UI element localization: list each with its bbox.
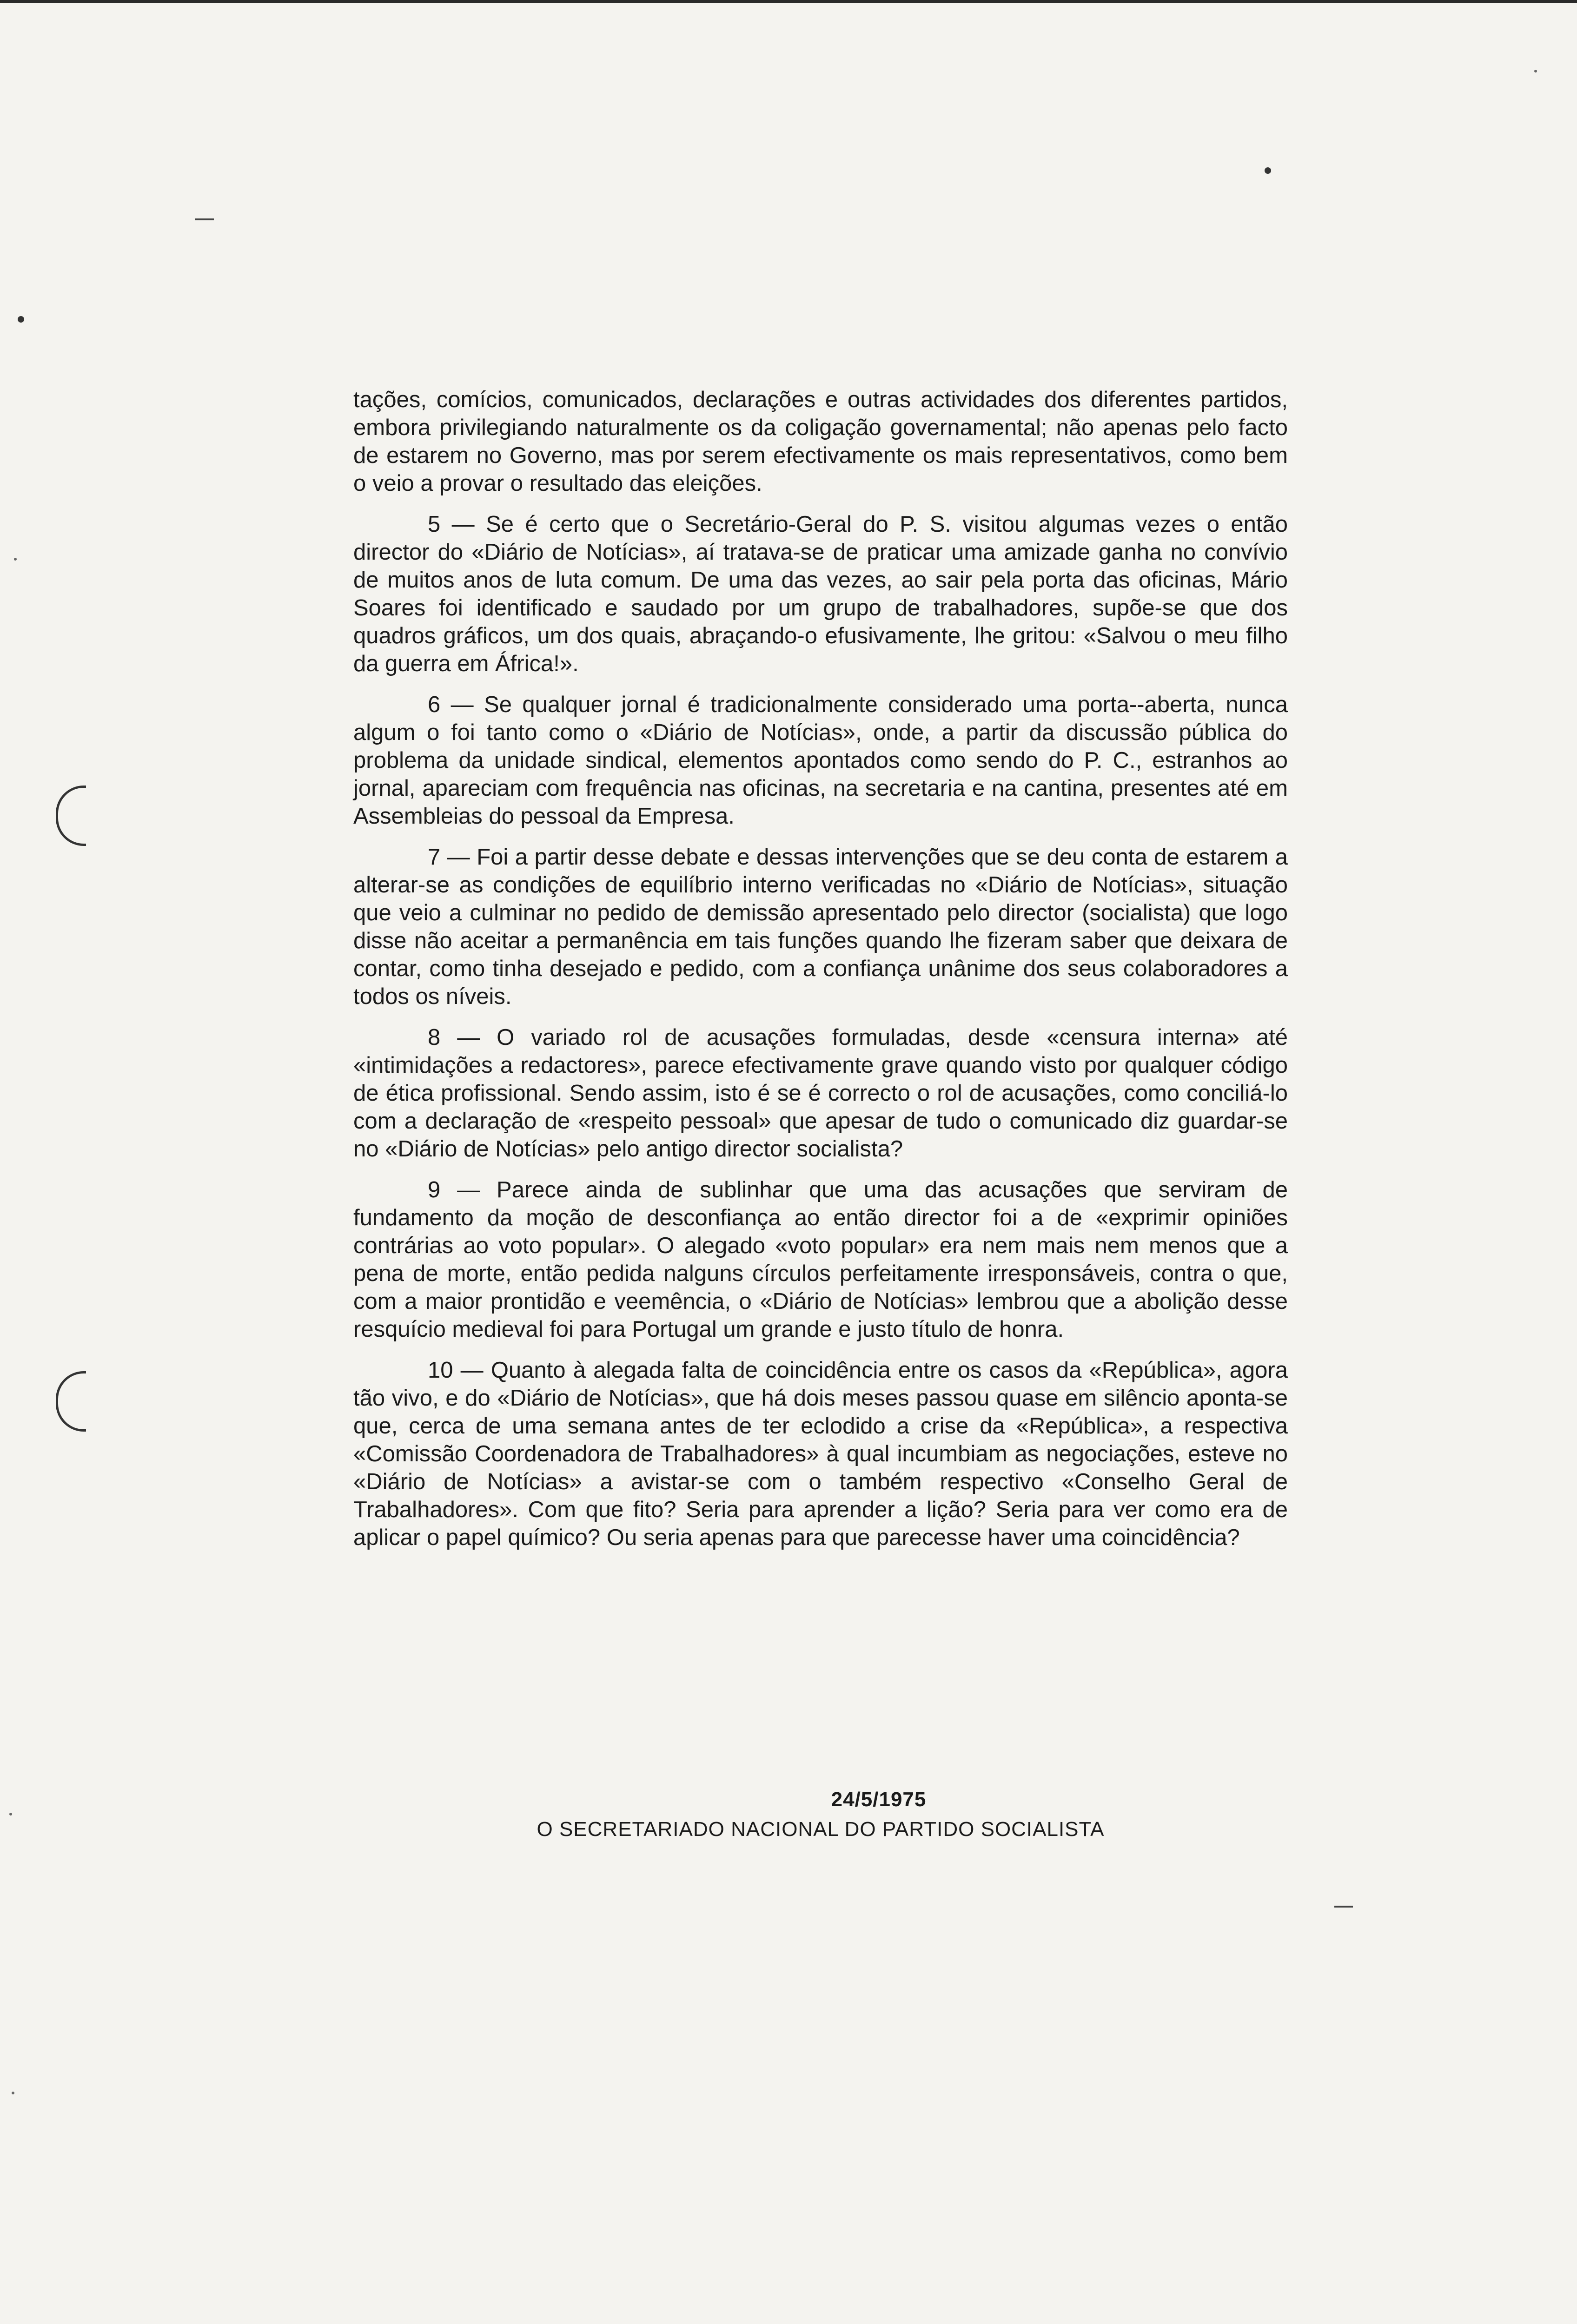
- margin-tick-mark: [195, 218, 214, 220]
- margin-speck-mark: [1534, 70, 1537, 73]
- paragraph-9: 9 — Parece ainda de sublinhar que uma das acusações que serviram de fundamento da moção de desconfiança ao então director foi a de «exprimir opiniões contrárias ao voto popular». O alegado «voto popular» era nem mais nem menos que a pena de morte, então pedida nalguns círculos perfeitamente irresponsáveis, contra o que, com a maior prontidão e veemência, o «Diário de Notícias» lembrou que a abolição desse resquício medieval foi para Portugal um grande e justo título de honra.: [353, 1177, 1288, 1342]
- margin-tick-mark: [1334, 1906, 1353, 1908]
- paragraph-7: 7 — Foi a partir desse debate e dessas intervenções que se deu conta de estarem a alterar-se as condições de equilíbrio interno verificadas no «Diário de Notícias», situação que veio a culminar no pedido de demissão apresentado pelo director (socialista) que logo disse não aceitar a permanência em tais funções quando lhe fizeram saber que deixara de contar, como tinha desejado e pedido, com a confiança unânime dos seus colaboradores a todos os níveis.: [353, 845, 1288, 1009]
- paragraph-continuation: tações, comícios, comunicados, declarações e outras actividades dos diferentes partidos, embora privilegiando naturalmente os da coligação governamental; não apenas pelo facto de estarem no Governo, mas por serem efectivamente os mais representativos, como bem o veio a provar o resultado das eleições.: [353, 387, 1288, 496]
- document-body: [353, 386, 1288, 1565]
- margin-punch-mark: [56, 1371, 86, 1432]
- paragraph-5: 5 — Se é certo que o Secretário-Geral do P. S. visitou algumas vezes o então director do «Diário de Notícias», aí tratava-se de praticar uma amizade ganha no convívio de muitos anos de luta comum. De uma das vezes, ao sair pela porta das oficinas, Mário Soares foi identificado e saudado por um grupo de trabalhadores, supõe-se que dos quadros gráficos, um dos quais, abraçando-o efusivamente, lhe gritou: «Salvou o meu filho da guerra em África!».: [353, 512, 1288, 676]
- margin-dot-mark: [1265, 167, 1271, 174]
- top-border-line: [0, 0, 1577, 3]
- paragraph-10: 10 — Quanto à alegada falta de coincidência entre os casos da «República», agora tão vivo, e do «Diário de Notícias», que há dois meses passou quase em silêncio aponta-se que, cerca de uma semana antes de ter eclodido a crise da «República», a respectiva «Comissão Coordenadora de Trabalhadores» à qual incumbiam as negociações, esteve no «Diário de Notícias» a avistar-se com o também respectivo «Conselho Geral de Trabalhadores». Com que fito? Seria para aprender a lição? Seria para ver como era de aplicar o papel químico? Ou seria apenas para que parecesse haver uma coincidência?: [353, 1358, 1288, 1550]
- margin-speck-mark: [9, 1813, 12, 1816]
- signature-date: 24/5/1975: [831, 1788, 927, 1811]
- paragraph-8: 8 — O variado rol de acusações formuladas, desde «censura interna» até «intimidações a redactores», parece efectivamente grave quando visto por qualquer código de ética profissional. Sendo assim, isto é se é correcto o rol de acusações, como conciliá-lo com a declaração de «respeito pessoal» que apesar de tudo o comunicado diz guardar-se no «Diário de Notícias» pelo antigo director socialista?: [353, 1025, 1288, 1162]
- margin-speck-mark: [12, 2092, 14, 2094]
- margin-speck-mark: [14, 558, 17, 561]
- paragraph-6: 6 — Se qualquer jornal é tradicionalmente considerado uma porta--aberta, nunca algum o foi tanto como o «Diário de Notícias», onde, a partir da discussão pública do problema da unidade sindical, elementos apontados como sendo do P. C., estranhos ao jornal, apareciam com frequência nas oficinas, na secretaria e na cantina, presentes até em Assembleias do pessoal da Empresa.: [353, 692, 1288, 829]
- margin-dot-mark: [18, 316, 24, 323]
- signature-organization: O SECRETARIADO NACIONAL DO PARTIDO SOCIALISTA: [537, 1818, 1105, 1841]
- signature-block: [353, 1785, 1288, 1844]
- margin-punch-mark: [56, 786, 86, 846]
